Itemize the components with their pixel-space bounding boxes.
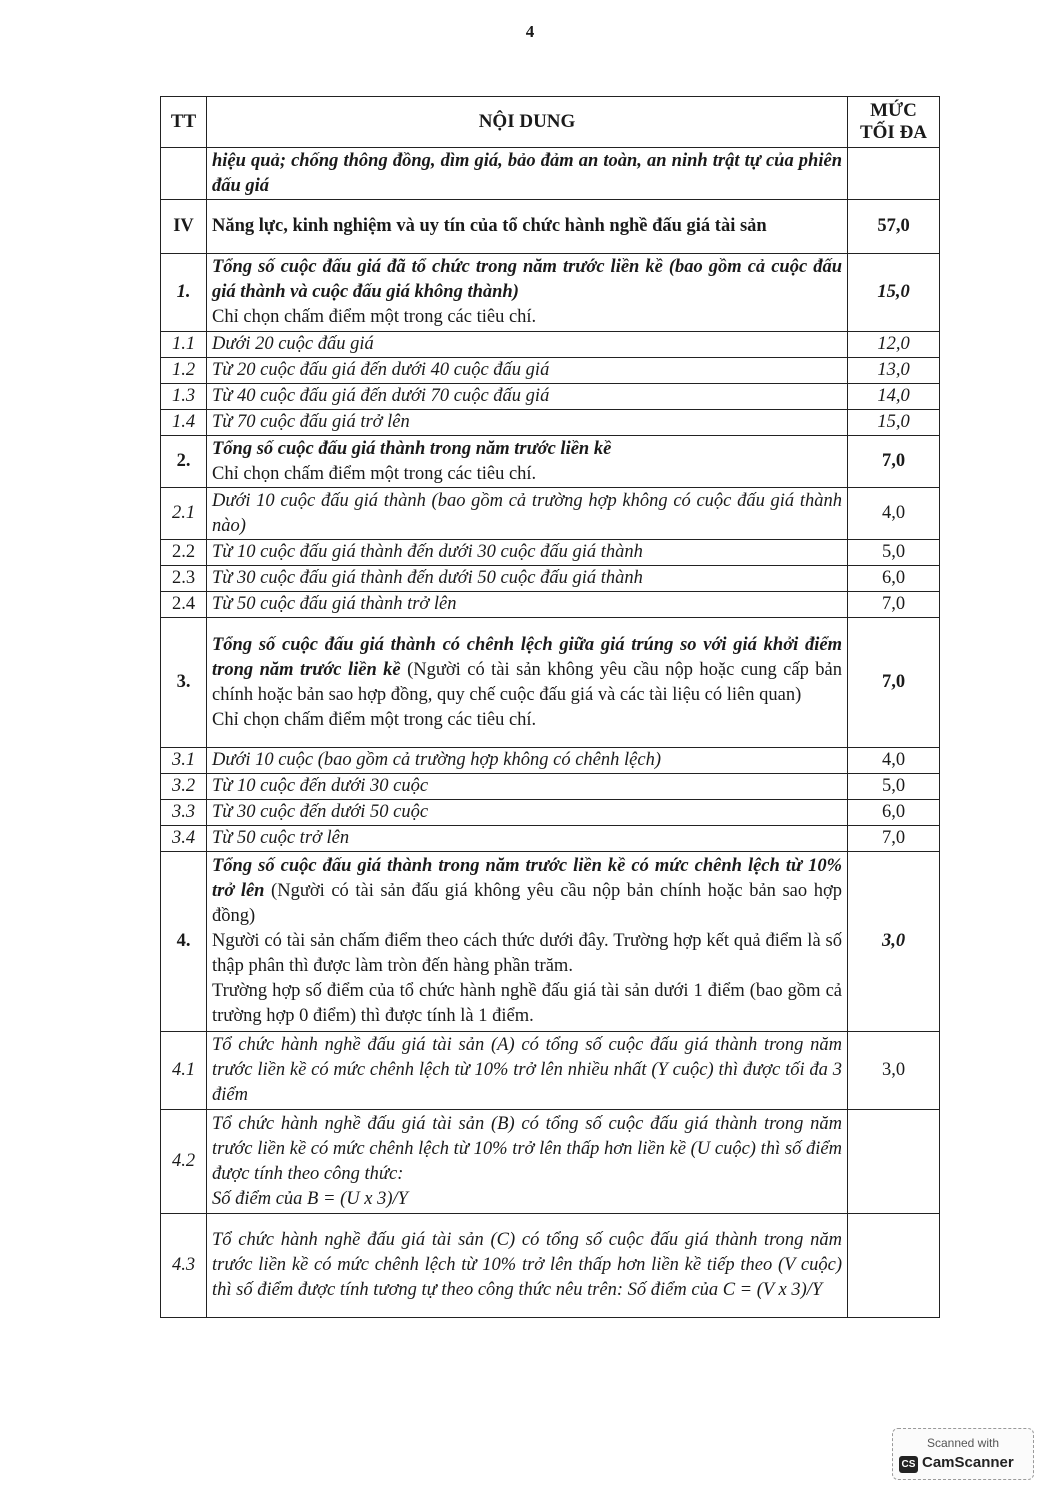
row-content — [207, 618, 848, 748]
row-content: Dưới 10 cuộc (bao gồm cả trường hợp không có chênh lệch) — [207, 748, 848, 774]
row-content — [207, 852, 848, 1032]
row-tt: 1.4 — [161, 410, 207, 436]
row-content — [207, 436, 848, 488]
row-tt: 4.1 — [161, 1032, 207, 1110]
table-row — [161, 748, 940, 774]
row-tt: 1.3 — [161, 384, 207, 410]
row-title-block — [212, 633, 842, 708]
table-row — [161, 540, 940, 566]
row-max — [848, 1110, 940, 1214]
row-title-normal: (Người có tài sản đấu giá không yêu cầu nộp bản chính hoặc bản sao hợp đồng) — [212, 881, 842, 926]
row-text: Tổ chức hành nghề đấu giá tài sản (B) có tổng số cuộc đấu giá thành trong năm trước liền kề có mức chênh lệch từ 10% trở lên thấp hơn liền kề (U cuộc) thì số điểm được tính theo công thức: — [212, 1113, 842, 1184]
row-tt: 1.2 — [161, 358, 207, 384]
row-title: Tổng số cuộc đấu giá thành trong năm trước liền kề — [212, 438, 612, 459]
page-number: 4 — [525, 22, 535, 41]
row-content: Tổ chức hành nghề đấu giá tài sản (A) có tổng số cuộc đấu giá thành trong năm trước liền kề có mức chênh lệch từ 10% trở lên nhiều nhất (Y cuộc) thì được tối đa 3 điểm — [207, 1032, 848, 1110]
row-content: Từ 10 cuộc đấu giá thành đến dưới 30 cuộc đấu giá thành — [207, 540, 848, 566]
table-row — [161, 254, 940, 332]
row-max: 7,0 — [848, 618, 940, 748]
row-max: 3,0 — [848, 1032, 940, 1110]
row-tt: 2.1 — [161, 488, 207, 540]
row-max: 6,0 — [848, 566, 940, 592]
row-content: Dưới 10 cuộc đấu giá thành (bao gồm cả trường hợp không có cuộc đấu giá thành nào) — [207, 488, 848, 540]
table-row — [161, 774, 940, 800]
row-max: 3,0 — [848, 852, 940, 1032]
row-tt: 3. — [161, 618, 207, 748]
table-row — [161, 566, 940, 592]
table-row — [161, 358, 940, 384]
row-content: hiệu quả; chống thông đồng, dìm giá, bảo đảm an toàn, an ninh trật tự của phiên đấu giá — [207, 148, 848, 200]
camscanner-logo-icon: CS — [899, 1456, 918, 1473]
row-tt: 4.3 — [161, 1214, 207, 1318]
row-tt: 3.4 — [161, 826, 207, 852]
row-note: Chỉ chọn chấm điểm một trong các tiêu chí. — [212, 709, 537, 730]
table-row — [161, 592, 940, 618]
row-tt: 2.3 — [161, 566, 207, 592]
row-content: Năng lực, kinh nghiệm và uy tín của tổ chức hành nghề đấu giá tài sản — [207, 200, 848, 254]
row-content: Từ 50 cuộc trở lên — [207, 826, 848, 852]
row-tt: 4.2 — [161, 1110, 207, 1214]
row-tt — [161, 148, 207, 200]
table-row — [161, 852, 940, 1032]
row-max: 5,0 — [848, 774, 940, 800]
row-max: 57,0 — [848, 200, 940, 254]
row-content — [207, 254, 848, 332]
table-row — [161, 618, 940, 748]
row-content: Từ 40 cuộc đấu giá đến dưới 70 cuộc đấu giá — [207, 384, 848, 410]
row-max: 15,0 — [848, 254, 940, 332]
row-tt: 1. — [161, 254, 207, 332]
row-title: Tổng số cuộc đấu giá đã tổ chức trong năm trước liền kề (bao gồm cả cuộc đấu giá thành và cuộc đấu giá không thành) — [212, 257, 842, 302]
row-max: 7,0 — [848, 436, 940, 488]
table-row — [161, 148, 940, 200]
row-max: 12,0 — [848, 332, 940, 358]
row-max: 13,0 — [848, 358, 940, 384]
row-max: 5,0 — [848, 540, 940, 566]
row-title: Tổng số cuộc đấu giá thành trong năm trước liền kề có mức chênh lệch từ 10% trở lên — [212, 856, 842, 901]
row-content: Từ 10 cuộc đến dưới 30 cuộc — [207, 774, 848, 800]
row-max: 4,0 — [848, 748, 940, 774]
row-content: Từ 70 cuộc đấu giá trở lên — [207, 410, 848, 436]
row-content: Từ 20 cuộc đấu giá đến dưới 40 cuộc đấu giá — [207, 358, 848, 384]
row-tt: 1.1 — [161, 332, 207, 358]
watermark-brand: CamScanner — [922, 1454, 1014, 1471]
row-note: Chỉ chọn chấm điểm một trong các tiêu chí. — [212, 463, 537, 484]
row-tt: 3.2 — [161, 774, 207, 800]
row-max: 6,0 — [848, 800, 940, 826]
row-content: Từ 30 cuộc đấu giá thành đến dưới 50 cuộc đấu giá thành — [207, 566, 848, 592]
row-tt: 2. — [161, 436, 207, 488]
row-content — [207, 1110, 848, 1214]
table-header-row — [161, 97, 940, 148]
row-note-2: Trường hợp số điểm của tổ chức hành nghề đấu giá tài sản dưới 1 điểm (bao gồm cả trường hợp 0 điểm) thì được tính là 1 điểm. — [212, 981, 842, 1026]
watermark-caption: Scanned with — [926, 1436, 1000, 1450]
table-row — [161, 384, 940, 410]
row-tt: 4. — [161, 852, 207, 1032]
row-max: 14,0 — [848, 384, 940, 410]
row-tt: IV — [161, 200, 207, 254]
row-tt: 2.4 — [161, 592, 207, 618]
row-max: 7,0 — [848, 592, 940, 618]
row-tt: 3.1 — [161, 748, 207, 774]
row-max: 15,0 — [848, 410, 940, 436]
table-row — [161, 488, 940, 540]
row-tt: 2.2 — [161, 540, 207, 566]
table-row — [161, 1110, 940, 1214]
row-title: Tổng số cuộc đấu giá thành có chênh lệch giữa giá trúng so với giá khởi điểm trong năm trước liền kề — [212, 634, 842, 680]
row-title-normal: (Người có tài sản không yêu cầu nộp hoặc cung cấp bản chính hoặc bản sao hợp đồng, quy chế cuộc đấu giá và các tài liệu có liên quan) — [212, 659, 842, 705]
row-note: Người có tài sản chấm điểm theo cách thức dưới đây. Trường hợp kết quả điểm là số thập phân thì được làm tròn đến hàng phần trăm. — [212, 931, 842, 976]
row-formula: Số điểm của B = (U x 3)/Y — [212, 1188, 408, 1209]
row-max — [848, 1214, 940, 1318]
row-max: 7,0 — [848, 826, 940, 852]
table-row — [161, 410, 940, 436]
table-row — [161, 332, 940, 358]
row-tt: 3.3 — [161, 800, 207, 826]
row-content: Từ 30 cuộc đến dưới 50 cuộc — [207, 800, 848, 826]
camscanner-watermark — [892, 1428, 1034, 1480]
table-row — [161, 800, 940, 826]
row-max — [848, 148, 940, 200]
header-tt: TT — [161, 97, 207, 148]
table-row — [161, 1214, 940, 1318]
table-row — [161, 200, 940, 254]
row-note: Chỉ chọn chấm điểm một trong các tiêu chí. — [212, 307, 537, 327]
table-row — [161, 436, 940, 488]
table-row — [161, 826, 940, 852]
scoring-table — [160, 96, 940, 1318]
row-content: Tổ chức hành nghề đấu giá tài sản (C) có tổng số cuộc đấu giá thành trong năm trước liền kề có mức chênh lệch từ 10% trở lên thấp hơn liền kề tiếp theo (V cuộc) thì số điểm được tính tương tự theo công thức nêu trên: Số điểm của C = (V x 3)/Y — [207, 1214, 848, 1318]
header-content: NỘI DUNG — [207, 97, 848, 148]
table-row — [161, 1032, 940, 1110]
row-content: Dưới 20 cuộc đấu giá — [207, 332, 848, 358]
row-max: 4,0 — [848, 488, 940, 540]
row-content: Từ 50 cuộc đấu giá thành trở lên — [207, 592, 848, 618]
row-title-block — [212, 854, 842, 929]
header-max: MỨC TỐI ĐA — [848, 97, 940, 148]
